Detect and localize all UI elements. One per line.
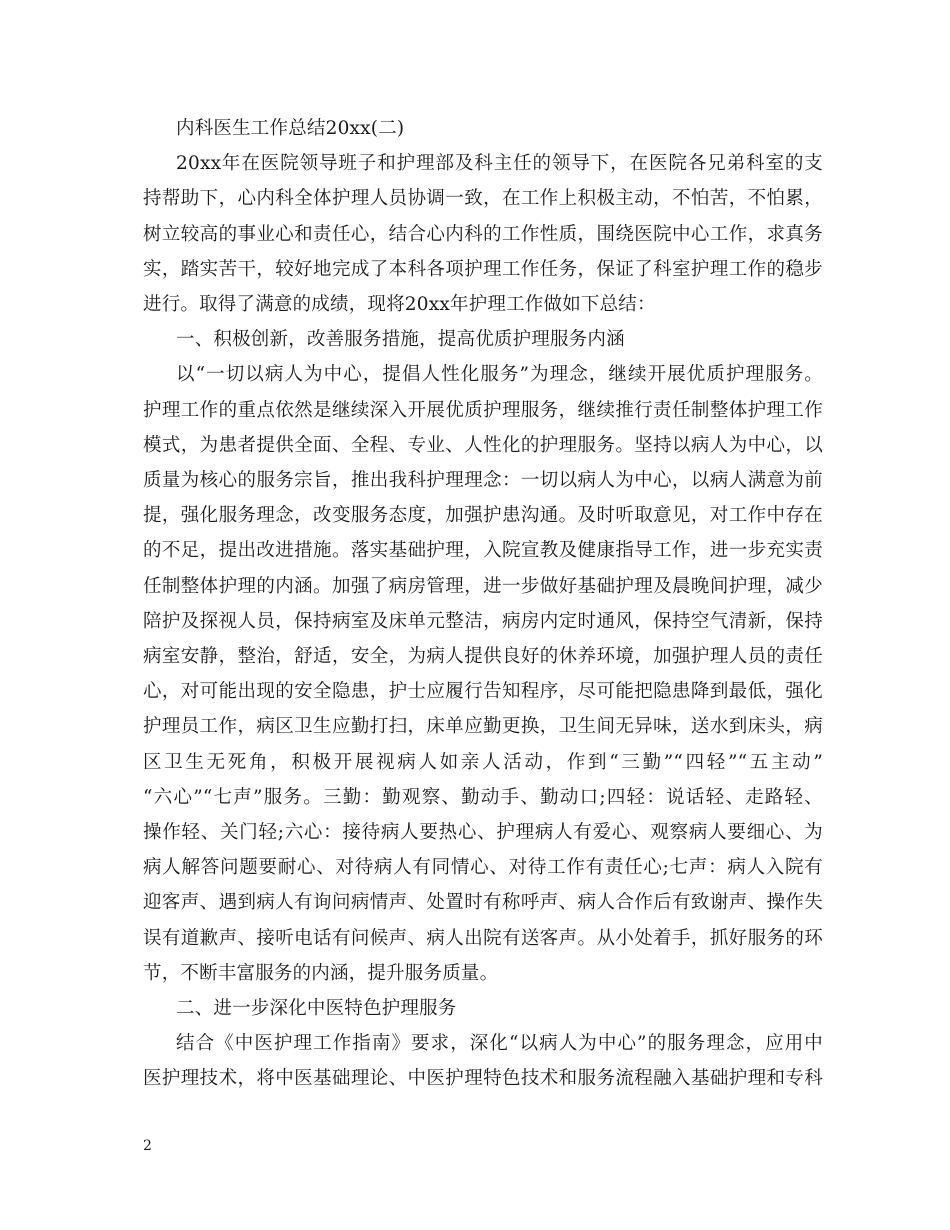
text-line: 心，对可能出现的安全隐患，护士应履行告知程序，尽可能把隐患降到最低，强化 bbox=[143, 681, 823, 703]
text-line: 树立较高的事业心和责任心，结合心内科的工作性质，围绕医院中心工作，求真务 bbox=[143, 223, 823, 245]
text-line: 病室安静，整治，舒适，安全，为病人提供良好的休养环境，加强护理人员的责任 bbox=[143, 646, 823, 667]
text-line: 迎客声、遇到病人有询问病情声、处置时有称呼声、病人合作后有致谢声、操作失 bbox=[143, 892, 823, 914]
text-line: 一、积极创新，改善服务措施，提高优质护理服务内涵 bbox=[176, 329, 625, 351]
text-line: 提，强化服务理念，改变服务态度，加强护患沟通。及时听取意见，对工作中存在 bbox=[143, 505, 823, 527]
text-line: 质量为核心的服务宗旨，推出我科护理理念：一切以病人为中心，以病人满意为前 bbox=[143, 470, 823, 491]
text-line: 陪护及探视人员，保持病室及床单元整洁，病房内定时通风，保持空气清新，保持 bbox=[143, 610, 823, 632]
text-line: 操作轻、关门轻;六心：接待病人要热心、护理病人有爱心、观察病人要细心、为 bbox=[143, 822, 823, 843]
text-line: 进行。取得了满意的成绩，现将20xx年护理工作做如下总结： bbox=[143, 294, 656, 315]
text-line: 二、进一步深化中医特色护理服务 bbox=[176, 998, 457, 1019]
text-line: 护理员工作，病区卫生应勤打扫，床单应勤更换，卫生间无异味，送水到床头，病 bbox=[143, 716, 823, 738]
page-number: 2 bbox=[143, 1138, 152, 1154]
text-line: 护理工作的重点依然是继续深入开展优质护理服务，继续推行责任制整体护理工作 bbox=[143, 399, 823, 421]
text-line: 病人解答问题要耐心、对待病人有同情心、对待工作有责任心;七声：病人入院有 bbox=[143, 857, 823, 879]
text-line: 区卫生无死角，积极开展视病人如亲人活动，作到“三勤”“四轻”“五主动” bbox=[143, 751, 823, 773]
text-line: “六心”“七声”服务。三勤：勤观察、勤动手、勤动口;四轻：说话轻、走路轻、 bbox=[143, 786, 823, 808]
text-line: 任制整体护理的内涵。加强了病房管理，进一步做好基础护理及晨晚间护理，减少 bbox=[143, 575, 823, 597]
text-line: 结合《中医护理工作指南》要求，深化“以病人为中心”的服务理念，应用中 bbox=[176, 1033, 823, 1055]
text-line: 模式，为患者提供全面、全程、专业、人性化的护理服务。坚持以病人为中心，以 bbox=[143, 434, 823, 456]
text-line: 20xx年在医院领导班子和护理部及科主任的领导下，在医院各兄弟科室的支 bbox=[176, 153, 823, 175]
text-line: 的不足，提出改进措施。落实基础护理，入院宣教及健康指导工作，进一步充实责 bbox=[143, 540, 823, 562]
text-line: 内科医生工作总结20xx(二) bbox=[176, 118, 405, 139]
text-line: 误有道歉声、接听电话有问候声、病人出院有送客声。从小处着手，抓好服务的环 bbox=[143, 927, 823, 949]
text-line: 医护理技术，将中医基础理论、中医护理特色技术和服务流程融入基础护理和专科 bbox=[143, 1068, 823, 1090]
text-line: 节，不断丰富服务的内涵，提升服务质量。 bbox=[143, 962, 499, 984]
text-line: 实，踏实苦干，较好地完成了本科各项护理工作任务，保证了科室护理工作的稳步 bbox=[143, 258, 823, 280]
text-line: 以“一切以病人为中心，提倡人性化服务”为理念，继续开展优质护理服务。 bbox=[176, 364, 823, 386]
text-line: 持帮助下，心内科全体护理人员协调一致，在工作上积极主动，不怕苦，不怕累， bbox=[143, 188, 823, 210]
